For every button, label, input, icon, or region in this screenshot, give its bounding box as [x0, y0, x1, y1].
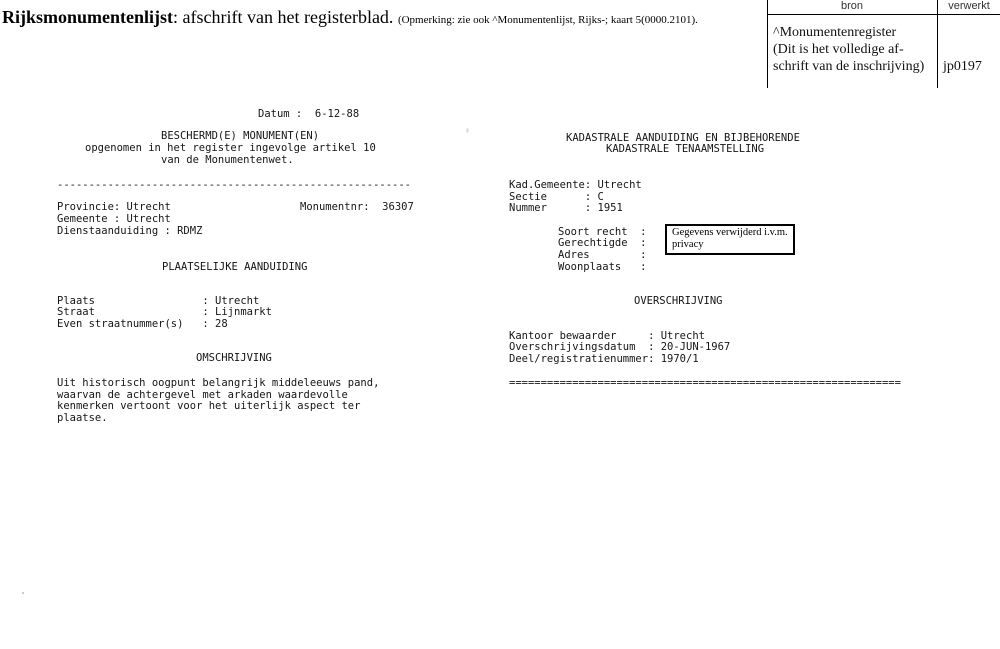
plaatselijke-heading: PLAATSELIJKE AANDUIDING [162, 261, 308, 273]
kadastrale-heading-1: KADASTRALE AANDUIDING EN BIJBEHORENDE [566, 132, 800, 144]
omschrijving-heading: OMSCHRIJVING [196, 352, 272, 364]
soort-recht-field: Soort recht : [558, 226, 647, 238]
document-title [2, 6, 698, 31]
overschrijvingsdatum-field: Overschrijvingsdatum : 20-JUN-1967 [509, 341, 731, 353]
source-box-header-line [767, 14, 1000, 15]
overschrijving-heading: OVERSCHRIJVING [634, 295, 723, 307]
omschrijving-line-1: Uit historisch oogpunt belangrijk middeleeuws pand, [57, 377, 380, 389]
omschrijving-line-2: waarvan de achtergevel met arkaden waardevolle [57, 389, 348, 401]
bron-text: ^Monumentenregister (Dit is het volledige af- schrift van de inschrijving) [773, 25, 925, 74]
register-heading: opgenomen in het register ingevolge artikel 10 [85, 142, 376, 154]
monumentnr-field: Monumentnr: 36307 [300, 201, 414, 213]
scan-speck [22, 592, 24, 594]
gemeente-field: Gemeente : Utrecht [57, 213, 171, 225]
bron-header: bron [840, 0, 864, 12]
deel-field: Deel/registratienummer: 1970/1 [509, 353, 699, 365]
straat-field: Straat : Lijnmarkt [57, 306, 272, 318]
title-note: (Opmerking: zie ook ^Monumentenlijst, Rijks-; kaart 5(0000.2101). [397, 14, 698, 26]
kantoor-field: Kantoor bewaarder : Utrecht [509, 330, 705, 342]
left-divider: -------------------------------------------------------- [57, 179, 412, 191]
sectie-field: Sectie : C [509, 191, 604, 203]
datum-line: Datum : 6-12-88 [258, 108, 360, 120]
kad-gemeente-field: Kad.Gemeente: Utrecht [509, 179, 642, 191]
privacy-redaction-box [665, 224, 795, 255]
adres-field: Adres : [558, 249, 647, 261]
dienstaanduiding-field: Dienstaanduiding : RDMZ [57, 225, 203, 237]
plaats-field: Plaats : Utrecht [57, 295, 260, 307]
gerechtigde-field: Gerechtigde : [558, 237, 647, 249]
verwerkt-text: jp0197 [943, 59, 982, 74]
kadastrale-heading-2: KADASTRALE TENAAMSTELLING [606, 143, 765, 155]
title-rest: : afschrift van het registerblad. [173, 7, 394, 27]
provincie-field: Provincie: Utrecht [57, 201, 171, 213]
monumentenwet-heading: van de Monumentenwet. [161, 154, 294, 166]
right-divider: ============================================================== [509, 377, 901, 389]
woonplaats-field: Woonplaats : [558, 261, 647, 273]
scan-speck [466, 128, 469, 133]
monument-heading: BESCHERMD(E) MONUMENT(EN) [161, 130, 320, 142]
privacy-note: Gegevens verwijderd i.v.m. privacy [672, 227, 788, 250]
verwerkt-header: verwerkt [948, 0, 990, 12]
nummer-field: Nummer : 1951 [509, 202, 623, 214]
omschrijving-line-3: kenmerken vertoont voor het uiterlijk aspect ter [57, 400, 361, 412]
title-bold: Rijksmonumentenlijst [2, 7, 174, 27]
source-box [767, 0, 1000, 88]
straatnummer-field: Even straatnummer(s) : 28 [57, 318, 228, 330]
omschrijving-line-4: plaatse. [57, 412, 108, 424]
